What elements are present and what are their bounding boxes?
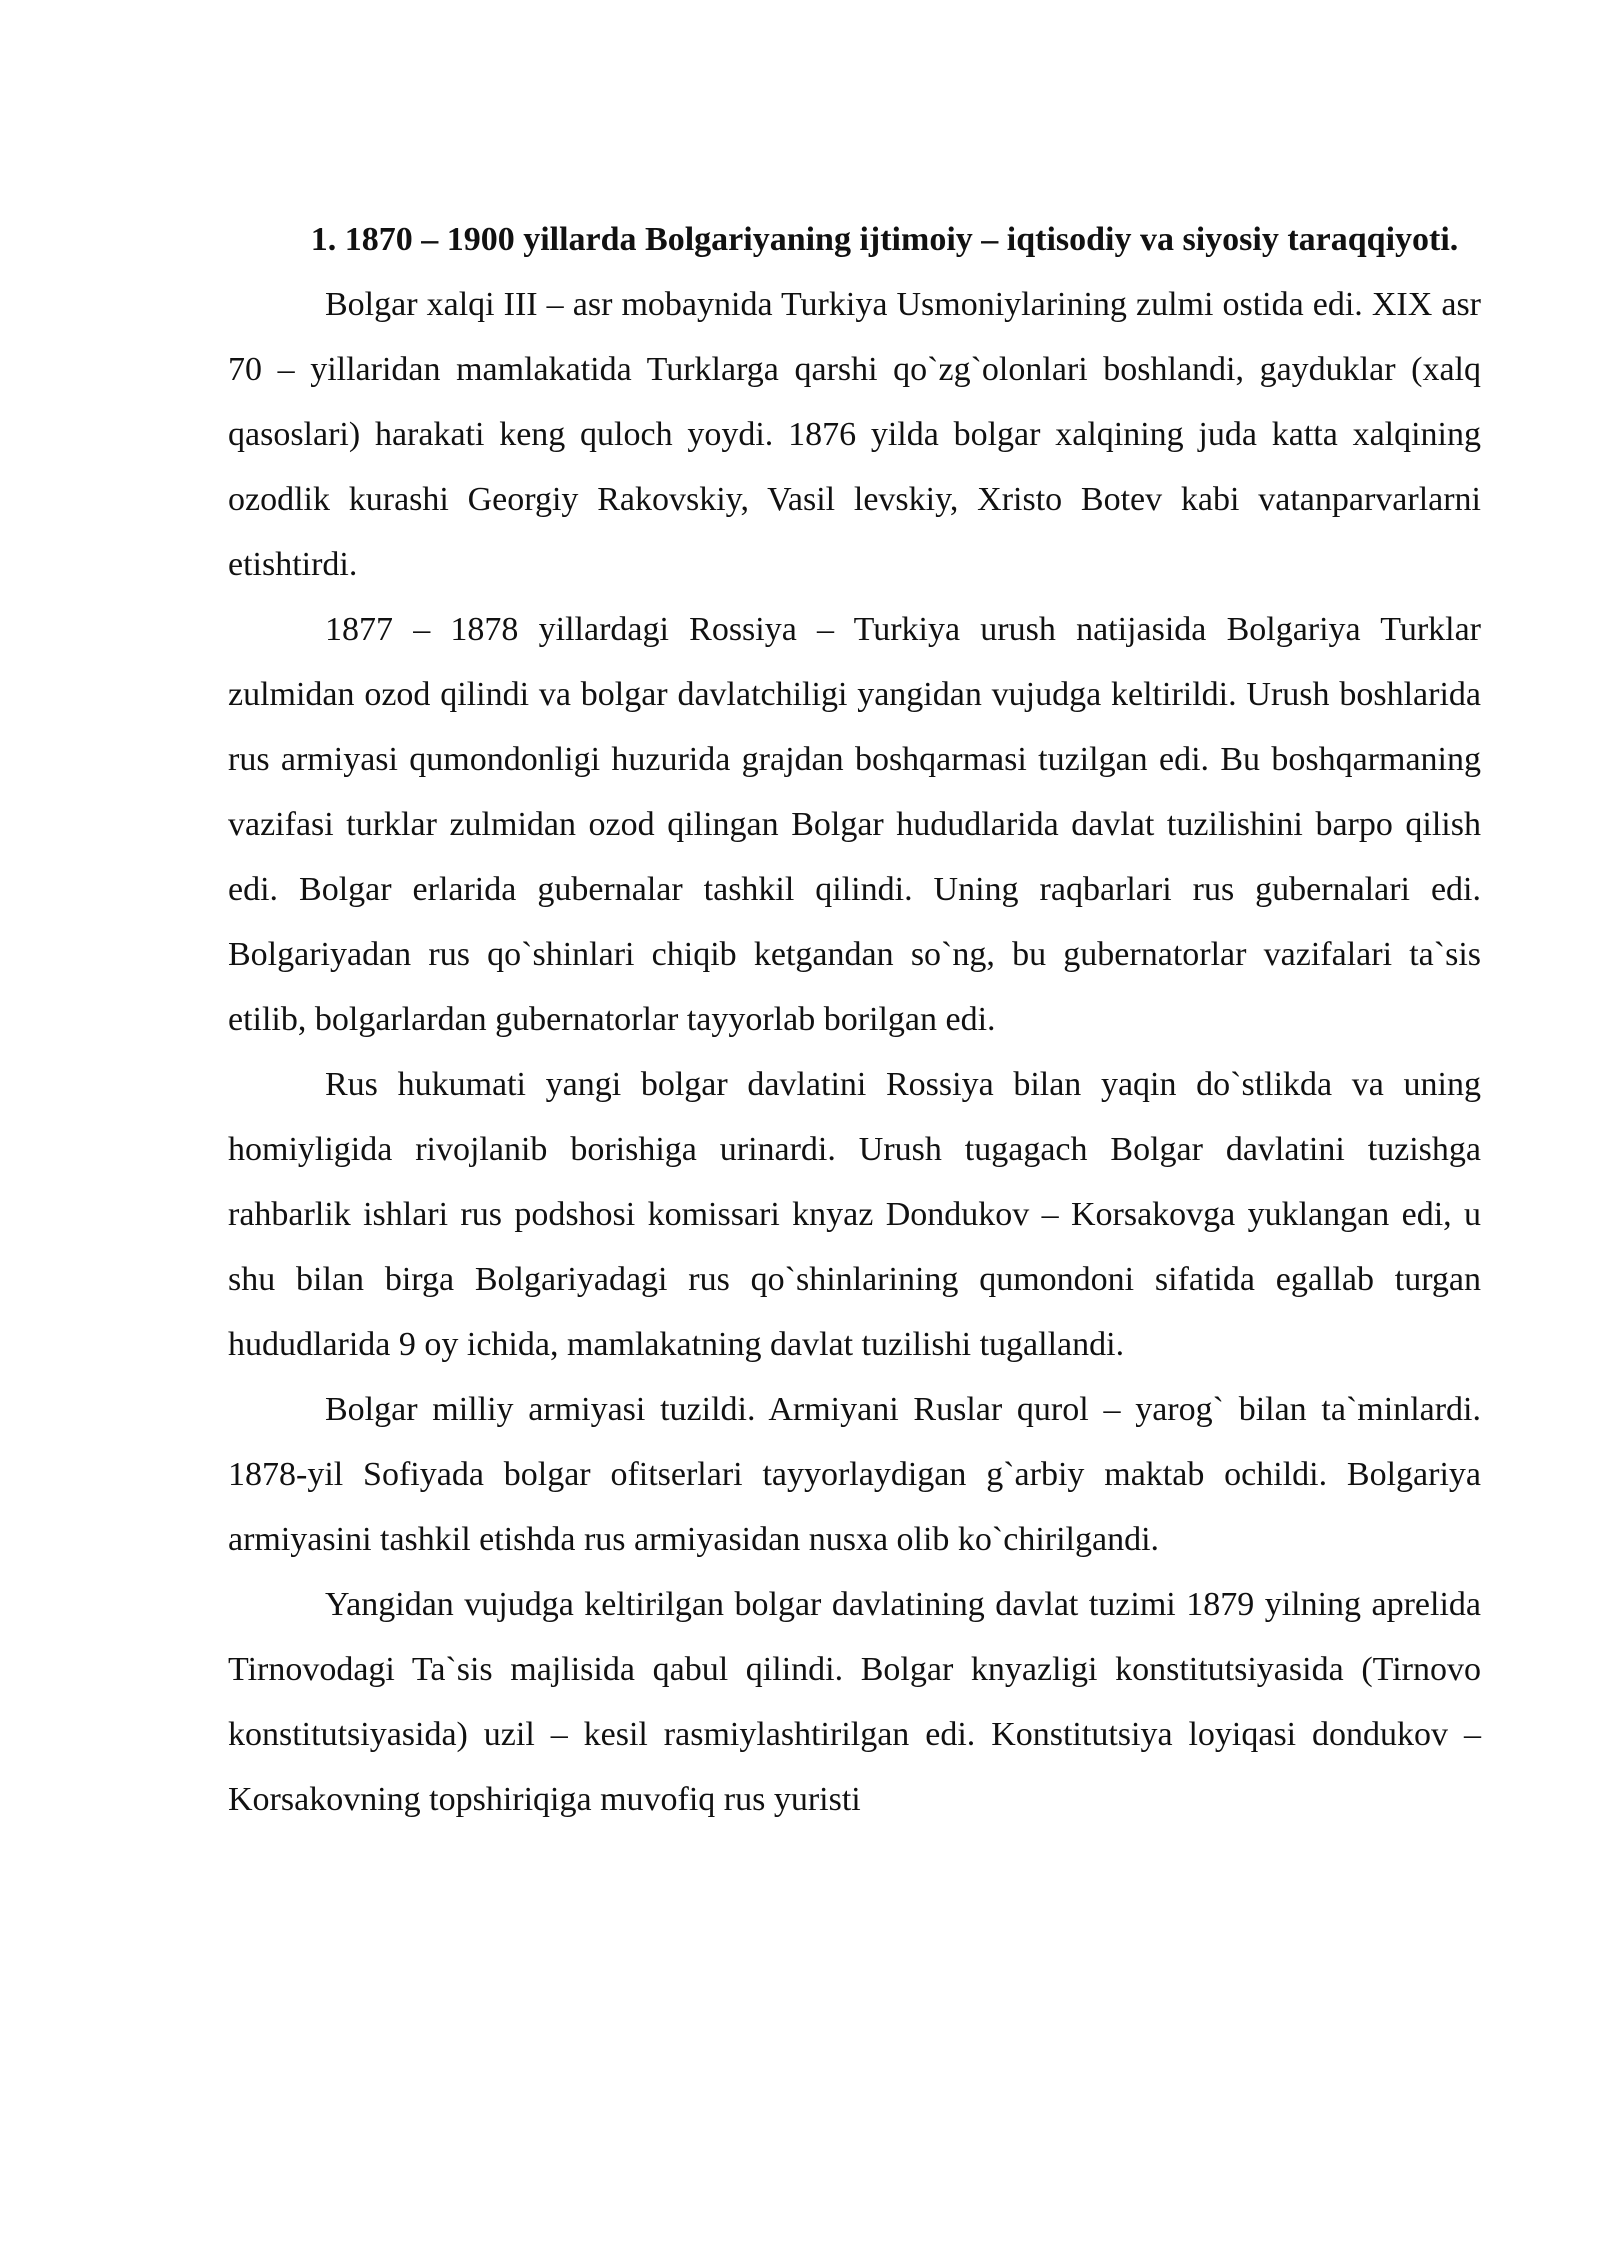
section-title: 1. 1870 – 1900 yillarda Bolgariyaning ijtimoiy – iqtisodiy va siyosiy taraqqiyoti.	[310, 221, 1459, 258]
document-body	[228, 208, 1481, 1832]
paragraph-ottoman-rule: Bolgar xalqi III – asr mobaynida Turkiya Usmoniylarining zulmi ostida edi. XIX asr 70 – yillaridan mamlakatida Turklarga qarshi qo`zg`olonlari boshlandi, gayduklar (xalq qasoslari) harakati keng quloch yoydi. 1876 yilda bolgar xalqining juda katta xalqining ozodlik kurashi Georgiy Rakovskiy, Vasil levskiy, Xristo Botev kabi vatanparvarlarni etishtirdi.	[228, 286, 1481, 583]
paragraph-national-army: Bolgar milliy armiyasi tuzildi. Armiyani Ruslar qurol – yarog` bilan ta`minlardi. 1878-yil Sofiyada bolgar ofitserlari tayyorlaydigan g`arbiy maktab ochildi. Bolgariya armiyasini tashkil etishda rus armiyasidan nusxa olib ko`chirilgandi.	[228, 1391, 1481, 1558]
paragraph-russian-patronage: Rus hukumati yangi bolgar davlatini Rossiya bilan yaqin do`stlikda va uning homiyligida rivojlanib borishiga urinardi. Urush tugagach Bolgar davlatini tuzishga rahbarlik ishlari rus podshosi komissari knyaz Dondukov – Korsakovga yuklangan edi, u shu bilan birga Bolgariyadagi rus qo`shinlarining qumondoni sifatida egallab turgan hududlarida 9 oy ichida, mamlakatning davlat tuzilishi tugallandi.	[228, 1066, 1481, 1363]
paragraph-russo-turkish-war: 1877 – 1878 yillardagi Rossiya – Turkiya urush natijasida Bolgariya Turklar zulmidan ozod qilindi va bolgar davlatchiligi yangidan vujudga keltirildi. Urush boshlarida rus armiyasi qumondonligi huzurida grajdan boshqarmasi tuzilgan edi. Bu boshqarmaning vazifasi turklar zulmidan ozod qilingan Bolgar hududlarida davlat tuzilishini barpo qilish edi. Bolgar erlarida gubernalar tashkil qilindi. Uning raqbarlari rus gubernalari edi. Bolgariyadan rus qo`shinlari chiqib ketgandan so`ng, bu gubernatorlar vazifalari ta`sis etilib, bolgarlardan gubernatorlar tayyorlab borilgan edi.	[228, 611, 1481, 1038]
paragraph-tarnovo-constitution: Yangidan vujudga keltirilgan bolgar davlatining davlat tuzimi 1879 yilning aprelida Tirnovodagi Ta`sis majlisida qabul qilindi. Bolgar knyazligi konstitutsiyasida (Tirnovo konstitutsiyasida) uzil – kesil rasmiylashtirilgan edi. Konstitutsiya loyiqasi dondukov – Korsakovning topshiriqiga muvofiq rus yuristi	[228, 1586, 1481, 1818]
